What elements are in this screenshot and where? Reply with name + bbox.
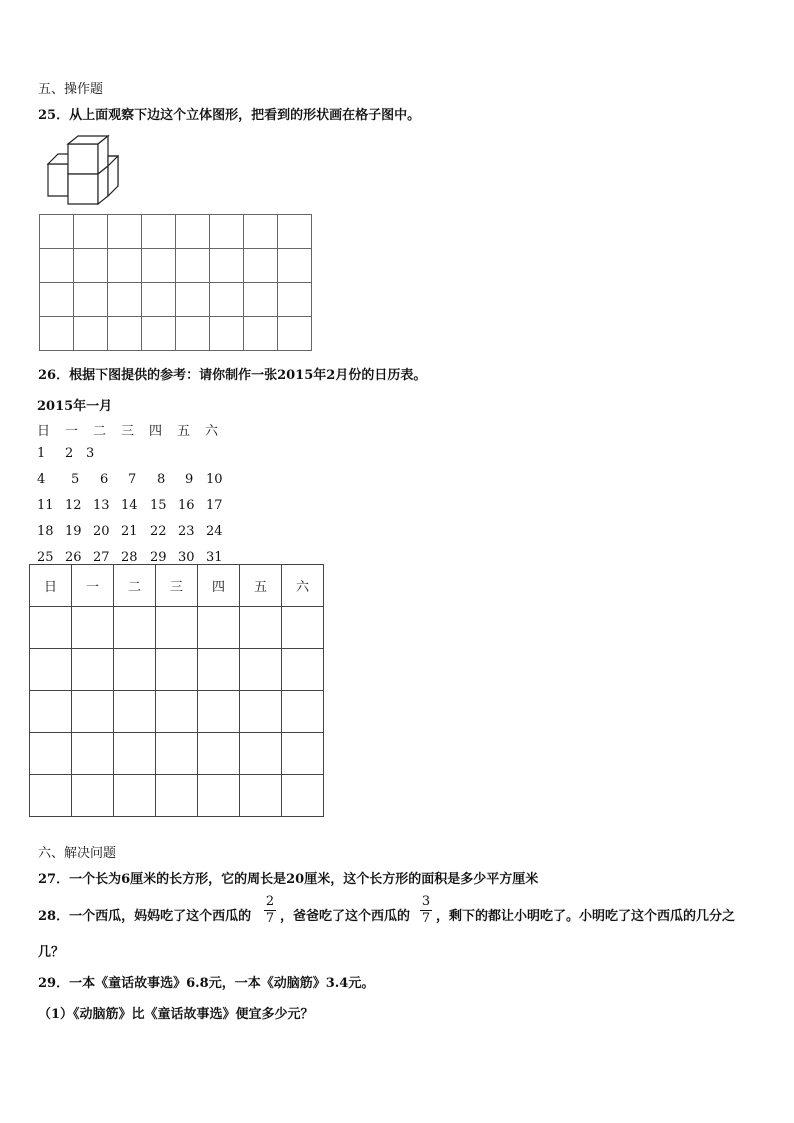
sample-day: 3 xyxy=(86,446,95,461)
calendar-header-cell: 三 xyxy=(156,565,198,607)
question-28-part2: ，爸爸吃了这个西瓜的 xyxy=(280,909,411,924)
sample-day: 31 xyxy=(206,550,223,565)
sample-day: 30 xyxy=(178,550,195,565)
sample-day: 22 xyxy=(150,524,167,539)
sample-weekday: 二 xyxy=(93,424,107,439)
cube-figure xyxy=(44,134,134,208)
sample-day: 25 xyxy=(37,550,54,565)
calendar-header-cell: 二 xyxy=(114,565,156,607)
calendar-header-cell: 日 xyxy=(30,565,72,607)
calendar-header-cell: 四 xyxy=(198,565,240,607)
sample-day: 13 xyxy=(93,498,110,513)
sample-weekday: 日 xyxy=(37,424,51,439)
sample-day: 15 xyxy=(150,498,167,513)
sample-day: 26 xyxy=(65,550,82,565)
sample-day: 6 xyxy=(100,472,109,487)
question-28-part4: 几？ xyxy=(38,945,65,960)
sample-day: 10 xyxy=(206,472,223,487)
sample-day: 18 xyxy=(37,524,54,539)
sample-weekday: 四 xyxy=(149,424,163,439)
fraction-2-7 xyxy=(264,895,276,926)
fraction-3-7 xyxy=(420,895,432,926)
section-title-problem-solving: 六、解决问题 xyxy=(38,846,117,861)
sample-day: 5 xyxy=(71,472,80,487)
fraction-numerator: 3 xyxy=(421,894,431,909)
sample-day: 4 xyxy=(37,472,46,487)
sample-day: 27 xyxy=(93,550,110,565)
sample-day: 17 xyxy=(206,498,223,513)
question-27: 27．一个长为6厘米的长方形，它的周长是20厘米，这个长方形的面积是多少平方厘米 xyxy=(38,872,539,887)
sample-day: 7 xyxy=(128,472,137,487)
sample-day: 23 xyxy=(178,524,195,539)
sample-day: 12 xyxy=(65,498,82,513)
sample-day: 8 xyxy=(157,472,166,487)
sample-weekday: 六 xyxy=(205,424,219,439)
sample-weekday: 三 xyxy=(121,424,135,439)
sample-weekday: 五 xyxy=(177,424,191,439)
sample-day: 16 xyxy=(178,498,195,513)
question-26: 26．根据下图提供的参考：请你制作一张2015年2月份的日历表。 xyxy=(38,368,427,383)
question-29-sub1: （1）《动脑筋》比《童话故事选》便宜多少元？ xyxy=(38,1007,314,1022)
sample-day: 20 xyxy=(93,524,110,539)
question-25: 25．从上面观察下边这个立体图形，把看到的形状画在格子图中。 xyxy=(38,108,421,123)
question-29: 29．一本《童话故事选》6.8元，一本《动脑筋》3.4元。 xyxy=(38,976,375,991)
sample-day: 29 xyxy=(150,550,167,565)
calendar-header-cell: 六 xyxy=(282,565,324,607)
sample-calendar-title: 2015年一月 xyxy=(37,399,113,414)
sample-day: 11 xyxy=(37,498,54,513)
calendar-header-cell: 一 xyxy=(72,565,114,607)
sample-day: 24 xyxy=(206,524,223,539)
blank-calendar-table[interactable] xyxy=(29,564,324,817)
sample-day: 2 xyxy=(65,446,74,461)
sample-day: 28 xyxy=(121,550,138,565)
question-28-part1: 28．一个西瓜，妈妈吃了这个西瓜的 xyxy=(38,909,252,924)
sample-day: 19 xyxy=(65,524,82,539)
section-title-operations: 五、操作题 xyxy=(38,82,104,97)
sample-day: 21 xyxy=(121,524,138,539)
fraction-denominator: 7 xyxy=(421,911,431,926)
drawing-grid[interactable] xyxy=(39,214,312,351)
question-28-part3: ，剩下的都让小明吃了。小明吃了这个西瓜的几分之 xyxy=(436,909,736,924)
sample-day: 14 xyxy=(121,498,138,513)
sample-day: 9 xyxy=(185,472,194,487)
fraction-numerator: 2 xyxy=(265,894,275,909)
fraction-denominator: 7 xyxy=(265,911,275,926)
sample-weekday: 一 xyxy=(65,424,79,439)
calendar-header-cell: 五 xyxy=(240,565,282,607)
sample-day: 1 xyxy=(37,446,46,461)
